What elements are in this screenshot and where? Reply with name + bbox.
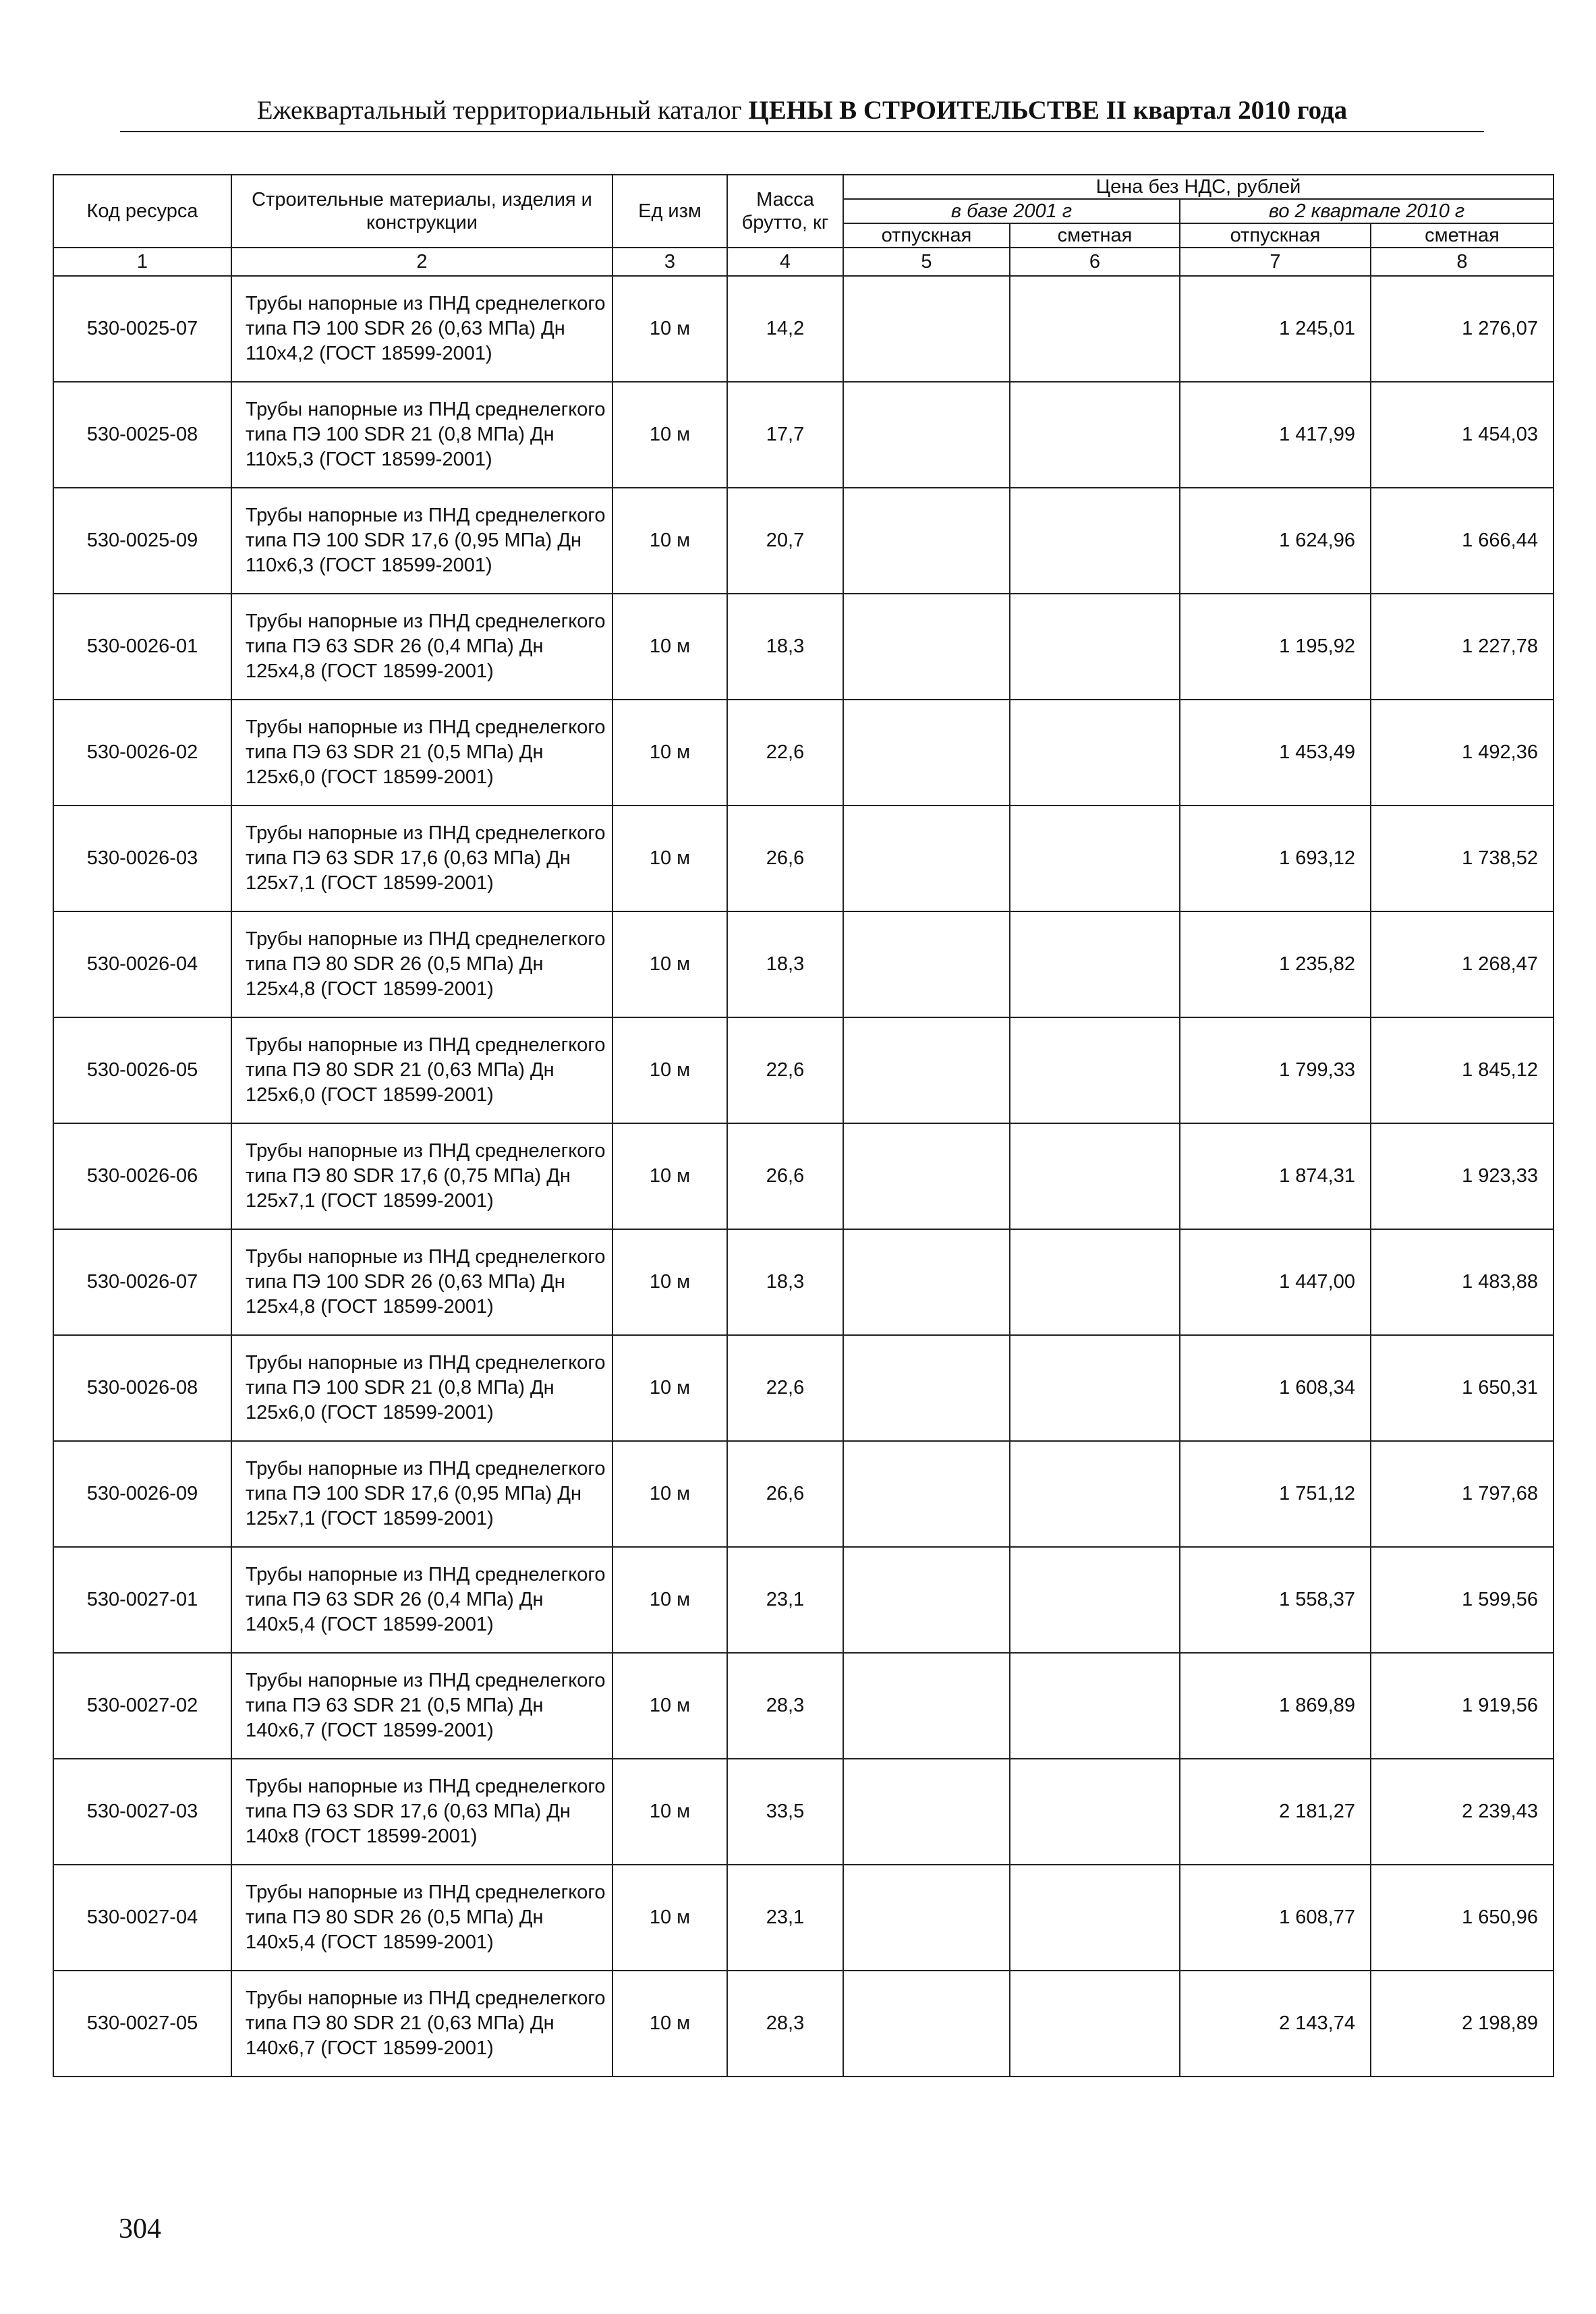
table-row [53,1123,1554,1229]
mass-cell: 26,6 [727,806,843,911]
resource-code: 530-0026-03 [53,806,231,911]
base-estimate-price [1010,911,1180,1017]
table-row [53,382,1554,488]
catalog-title: ЦЕНЫ В СТРОИТЕЛЬСТВЕ II квартал 2010 года [748,96,1348,125]
unit-cell: 10 м [612,806,727,911]
q2-estimate-price: 1 483,88 [1371,1229,1554,1335]
mass-cell: 33,5 [727,1759,843,1865]
base-estimate-price [1010,1547,1180,1653]
resource-code: 530-0026-05 [53,1017,231,1123]
col-header-q2-2010: во 2 квартале 2010 г [1180,199,1554,223]
base-estimate-price [1010,1229,1180,1335]
material-name: Трубы напорные из ПНД среднелегкого типа ПЭ 63 SDR 21 (0,5 МПа) Дн 125х6,0 (ГОСТ 18599-2001) [231,700,612,806]
q2-wholesale-price: 1 235,82 [1180,911,1371,1017]
column-number: 7 [1180,248,1371,276]
q2-estimate-price: 1 227,78 [1371,594,1554,700]
resource-code: 530-0027-02 [53,1653,231,1759]
mass-cell: 18,3 [727,1229,843,1335]
base-estimate-price [1010,1441,1180,1547]
table-row [53,1865,1554,1971]
q2-estimate-price: 1 268,47 [1371,911,1554,1017]
catalog-prefix: Ежеквартальный территориальный каталог [256,96,742,125]
material-name: Трубы напорные из ПНД среднелегкого типа ПЭ 80 SDR 26 (0,5 МПа) Дн 140х5,4 (ГОСТ 18599-2001) [231,1865,612,1971]
q2-estimate-price: 1 797,68 [1371,1441,1554,1547]
mass-cell: 18,3 [727,911,843,1017]
column-number: 1 [53,248,231,276]
base-wholesale-price [843,911,1010,1017]
q2-estimate-price: 1 738,52 [1371,806,1554,911]
table-row [53,1971,1554,2077]
unit-cell: 10 м [612,1653,727,1759]
column-number-row [53,248,1554,276]
unit-cell: 10 м [612,1229,727,1335]
q2-estimate-price: 1 650,96 [1371,1865,1554,1971]
q2-wholesale-price: 1 447,00 [1180,1229,1371,1335]
column-number: 2 [231,248,612,276]
q2-estimate-price: 1 845,12 [1371,1017,1554,1123]
material-name: Трубы напорные из ПНД среднелегкого типа ПЭ 63 SDR 17,6 (0,63 МПа) Дн 125х7,1 (ГОСТ 18599-2001) [231,806,612,911]
q2-estimate-price: 2 198,89 [1371,1971,1554,2077]
q2-estimate-price: 1 919,56 [1371,1653,1554,1759]
base-wholesale-price [843,1865,1010,1971]
column-number: 8 [1371,248,1554,276]
q2-wholesale-price: 1 417,99 [1180,382,1371,488]
unit-cell: 10 м [612,1971,727,2077]
column-number: 3 [612,248,727,276]
resource-code: 530-0027-01 [53,1547,231,1653]
col-header-base-estimate: сметная [1010,223,1180,248]
q2-estimate-price: 1 666,44 [1371,488,1554,594]
base-estimate-price [1010,1017,1180,1123]
q2-wholesale-price: 1 693,12 [1180,806,1371,911]
resource-code: 530-0026-08 [53,1335,231,1441]
table-row [53,1335,1554,1441]
unit-cell: 10 м [612,488,727,594]
q2-wholesale-price: 1 799,33 [1180,1017,1371,1123]
q2-wholesale-price: 1 869,89 [1180,1653,1371,1759]
q2-wholesale-price: 1 874,31 [1180,1123,1371,1229]
table-body [53,276,1554,2077]
base-estimate-price [1010,1653,1180,1759]
q2-wholesale-price: 2 181,27 [1180,1759,1371,1865]
q2-wholesale-price: 1 751,12 [1180,1441,1371,1547]
resource-code: 530-0027-04 [53,1865,231,1971]
resource-code: 530-0026-02 [53,700,231,806]
unit-cell: 10 м [612,1759,727,1865]
base-estimate-price [1010,806,1180,911]
resource-code: 530-0025-08 [53,382,231,488]
col-header-q2-wholesale: отпускная [1180,223,1371,248]
resource-code: 530-0026-09 [53,1441,231,1547]
mass-cell: 23,1 [727,1547,843,1653]
unit-cell: 10 м [612,700,727,806]
base-wholesale-price [843,382,1010,488]
base-wholesale-price [843,1653,1010,1759]
col-header-name: Строительные материалы, изделия и конструкции [231,175,612,248]
table-row [53,1441,1554,1547]
q2-wholesale-price: 1 195,92 [1180,594,1371,700]
base-estimate-price [1010,1335,1180,1441]
resource-code: 530-0026-07 [53,1229,231,1335]
mass-cell: 23,1 [727,1865,843,1971]
q2-estimate-price: 1 276,07 [1371,276,1554,382]
base-wholesale-price [843,1441,1010,1547]
table-row [53,1653,1554,1759]
col-header-q2-estimate: сметная [1371,223,1554,248]
base-wholesale-price [843,1229,1010,1335]
base-wholesale-price [843,806,1010,911]
unit-cell: 10 м [612,1865,727,1971]
base-wholesale-price [843,276,1010,382]
q2-wholesale-price: 1 608,34 [1180,1335,1371,1441]
base-wholesale-price [843,594,1010,700]
material-name: Трубы напорные из ПНД среднелегкого типа ПЭ 80 SDR 21 (0,63 МПа) Дн 125х6,0 (ГОСТ 18599-2001) [231,1017,612,1123]
material-name: Трубы напорные из ПНД среднелегкого типа ПЭ 80 SDR 17,6 (0,75 МПа) Дн 125х7,1 (ГОСТ 18599-2001) [231,1123,612,1229]
q2-wholesale-price: 2 143,74 [1180,1971,1371,2077]
table-row [53,276,1554,382]
base-estimate-price [1010,594,1180,700]
unit-cell: 10 м [612,276,727,382]
col-header-unit: Ед изм [612,175,727,248]
material-name: Трубы напорные из ПНД среднелегкого типа ПЭ 100 SDR 26 (0,63 МПа) Дн 125х4,8 (ГОСТ 18599-2001) [231,1229,612,1335]
mass-cell: 20,7 [727,488,843,594]
table-row [53,1759,1554,1865]
q2-wholesale-price: 1 453,49 [1180,700,1371,806]
q2-estimate-price: 1 923,33 [1371,1123,1554,1229]
q2-estimate-price: 1 650,31 [1371,1335,1554,1441]
base-wholesale-price [843,1123,1010,1229]
mass-cell: 22,6 [727,1335,843,1441]
table-row [53,1017,1554,1123]
col-header-base-2001: в базе 2001 г [843,199,1180,223]
material-name: Трубы напорные из ПНД среднелегкого типа ПЭ 63 SDR 17,6 (0,63 МПа) Дн 140х8 (ГОСТ 18599-2001) [231,1759,612,1865]
mass-cell: 28,3 [727,1971,843,2077]
base-wholesale-price [843,1759,1010,1865]
unit-cell: 10 м [612,594,727,700]
material-name: Трубы напорные из ПНД среднелегкого типа ПЭ 63 SDR 26 (0,4 МПа) Дн 140х5,4 (ГОСТ 18599-2001) [231,1547,612,1653]
base-wholesale-price [843,488,1010,594]
base-estimate-price [1010,1123,1180,1229]
header-rule [120,131,1484,132]
mass-cell: 22,6 [727,1017,843,1123]
mass-cell: 22,6 [727,700,843,806]
table-row [53,911,1554,1017]
table-row [53,700,1554,806]
unit-cell: 10 м [612,911,727,1017]
unit-cell: 10 м [612,1547,727,1653]
col-header-base-wholesale: отпускная [843,223,1010,248]
material-name: Трубы напорные из ПНД среднелегкого типа ПЭ 63 SDR 21 (0,5 МПа) Дн 140х6,7 (ГОСТ 18599-2001) [231,1653,612,1759]
column-number: 4 [727,248,843,276]
base-estimate-price [1010,700,1180,806]
mass-cell: 18,3 [727,594,843,700]
mass-cell: 14,2 [727,276,843,382]
mass-cell: 26,6 [727,1123,843,1229]
q2-wholesale-price: 1 608,77 [1180,1865,1371,1971]
q2-wholesale-price: 1 558,37 [1180,1547,1371,1653]
table-row [53,594,1554,700]
table-row [53,488,1554,594]
base-wholesale-price [843,1971,1010,2077]
unit-cell: 10 м [612,382,727,488]
mass-cell: 26,6 [727,1441,843,1547]
unit-cell: 10 м [612,1335,727,1441]
q2-estimate-price: 1 599,56 [1371,1547,1554,1653]
mass-cell: 17,7 [727,382,843,488]
q2-wholesale-price: 1 624,96 [1180,488,1371,594]
col-header-code: Код ресурса [53,175,231,248]
price-table [53,174,1554,2077]
q2-wholesale-price: 1 245,01 [1180,276,1371,382]
material-name: Трубы напорные из ПНД среднелегкого типа ПЭ 63 SDR 26 (0,4 МПа) Дн 125х4,8 (ГОСТ 18599-2001) [231,594,612,700]
material-name: Трубы напорные из ПНД среднелегкого типа ПЭ 100 SDR 21 (0,8 МПа) Дн 110х5,3 (ГОСТ 18599-2001) [231,382,612,488]
base-estimate-price [1010,1971,1180,2077]
resource-code: 530-0025-09 [53,488,231,594]
q2-estimate-price: 2 239,43 [1371,1759,1554,1865]
base-wholesale-price [843,1335,1010,1441]
resource-code: 530-0026-01 [53,594,231,700]
column-number: 5 [843,248,1010,276]
page-header [120,92,1484,130]
unit-cell: 10 м [612,1123,727,1229]
base-wholesale-price [843,1017,1010,1123]
material-name: Трубы напорные из ПНД среднелегкого типа ПЭ 80 SDR 21 (0,63 МПа) Дн 140х6,7 (ГОСТ 18599-2001) [231,1971,612,2077]
unit-cell: 10 м [612,1441,727,1547]
base-wholesale-price [843,1547,1010,1653]
table-row [53,806,1554,911]
q2-estimate-price: 1 492,36 [1371,700,1554,806]
base-estimate-price [1010,1759,1180,1865]
mass-cell: 28,3 [727,1653,843,1759]
resource-code: 530-0025-07 [53,276,231,382]
base-wholesale-price [843,700,1010,806]
base-estimate-price [1010,488,1180,594]
material-name: Трубы напорные из ПНД среднелегкого типа ПЭ 100 SDR 17,6 (0,95 МПа) Дн 125х7,1 (ГОСТ 18599-2001) [231,1441,612,1547]
table-head [53,175,1554,276]
unit-cell: 10 м [612,1017,727,1123]
material-name: Трубы напорные из ПНД среднелегкого типа ПЭ 100 SDR 21 (0,8 МПа) Дн 125х6,0 (ГОСТ 18599-2001) [231,1335,612,1441]
table-row [53,1229,1554,1335]
material-name: Трубы напорные из ПНД среднелегкого типа ПЭ 80 SDR 26 (0,5 МПа) Дн 125х4,8 (ГОСТ 18599-2001) [231,911,612,1017]
resource-code: 530-0026-04 [53,911,231,1017]
q2-estimate-price: 1 454,03 [1371,382,1554,488]
base-estimate-price [1010,1865,1180,1971]
resource-code: 530-0026-06 [53,1123,231,1229]
base-estimate-price [1010,276,1180,382]
col-header-price-group: Цена без НДС, рублей [843,175,1554,199]
table-row [53,1547,1554,1653]
resource-code: 530-0027-05 [53,1971,231,2077]
base-estimate-price [1010,382,1180,488]
col-header-mass: Масса брутто, кг [727,175,843,248]
page-number: 304 [119,2213,161,2245]
resource-code: 530-0027-03 [53,1759,231,1865]
column-number: 6 [1010,248,1180,276]
material-name: Трубы напорные из ПНД среднелегкого типа ПЭ 100 SDR 17,6 (0,95 МПа) Дн 110х6,3 (ГОСТ 18599-2001) [231,488,612,594]
material-name: Трубы напорные из ПНД среднелегкого типа ПЭ 100 SDR 26 (0,63 МПа) Дн 110х4,2 (ГОСТ 18599-2001) [231,276,612,382]
